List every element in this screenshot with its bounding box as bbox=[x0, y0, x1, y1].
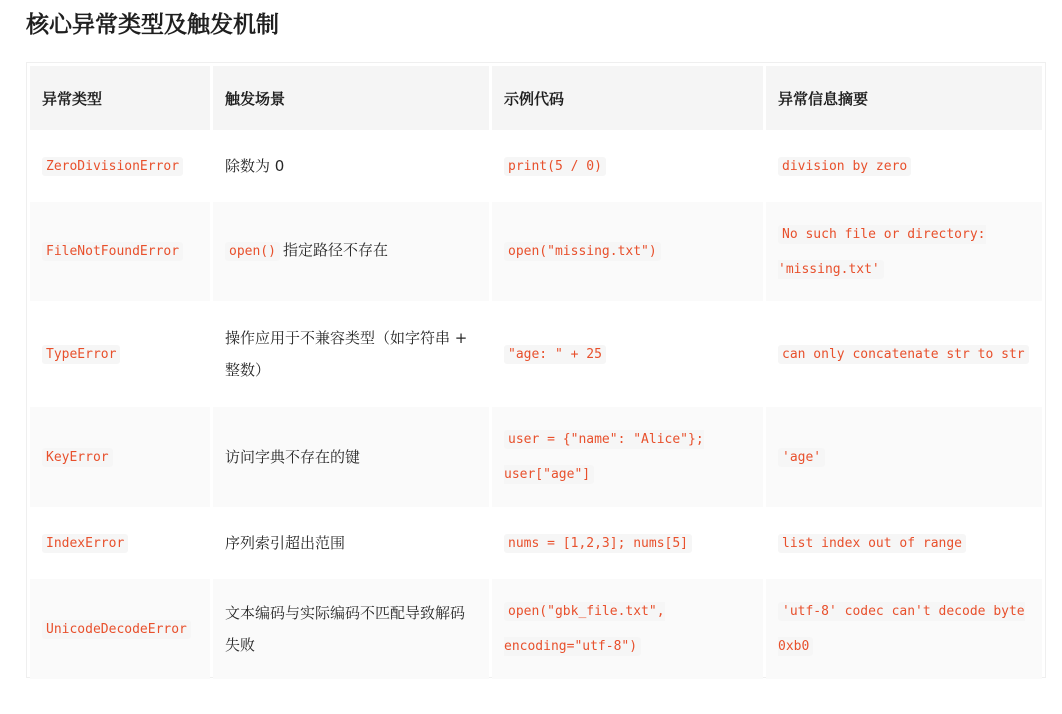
cell-example-code bbox=[492, 579, 763, 679]
cell-example-code bbox=[492, 202, 763, 301]
cell-trigger-scene bbox=[213, 304, 489, 404]
exception-type-code: UnicodeDecodeError bbox=[42, 620, 191, 639]
page-title: 核心异常类型及触发机制 bbox=[26, 12, 279, 38]
cell-exception-type bbox=[30, 133, 210, 199]
cell-message-summary bbox=[766, 133, 1042, 199]
table-row bbox=[30, 579, 1042, 679]
message-code: No such file or directory: 'missing.txt' bbox=[778, 226, 986, 277]
header-exception-type: 异常类型 bbox=[30, 66, 210, 130]
scene-inline-code: open() bbox=[225, 242, 280, 261]
cell-exception-type bbox=[30, 202, 210, 301]
table-row bbox=[30, 202, 1042, 301]
table-row bbox=[30, 133, 1042, 199]
cell-trigger-scene bbox=[213, 202, 489, 301]
cell-exception-type bbox=[30, 510, 210, 576]
example-code: nums = [1,2,3]; nums[5] bbox=[504, 534, 692, 553]
table-row bbox=[30, 407, 1042, 507]
cell-trigger-scene bbox=[213, 407, 489, 507]
scene-text: 指定路径不存在 bbox=[282, 241, 388, 259]
cell-message-summary bbox=[766, 579, 1042, 679]
message-code: division by zero bbox=[778, 157, 911, 176]
cell-trigger-scene bbox=[213, 510, 489, 576]
exception-type-code: ZeroDivisionError bbox=[42, 157, 183, 176]
header-message-summary: 异常信息摘要 bbox=[766, 66, 1042, 130]
exception-type-code: TypeError bbox=[42, 345, 120, 364]
example-code: open("missing.txt") bbox=[504, 242, 661, 261]
cell-message-summary bbox=[766, 510, 1042, 576]
message-code: list index out of range bbox=[778, 534, 966, 553]
cell-message-summary bbox=[766, 202, 1042, 301]
exception-table-container bbox=[26, 62, 1046, 678]
exception-type-code: FileNotFoundError bbox=[42, 242, 183, 261]
message-code: 'age' bbox=[778, 448, 825, 467]
cell-example-code bbox=[492, 133, 763, 199]
scene-text: 访问字典不存在的键 bbox=[225, 448, 361, 466]
scene-text: 序列索引超出范围 bbox=[225, 534, 346, 552]
message-code: can only concatenate str to str bbox=[778, 345, 1029, 364]
table-row bbox=[30, 510, 1042, 576]
cell-example-code bbox=[492, 510, 763, 576]
cell-trigger-scene bbox=[213, 579, 489, 679]
cell-exception-type bbox=[30, 407, 210, 507]
example-code: print(5 / 0) bbox=[504, 157, 606, 176]
cell-example-code bbox=[492, 407, 763, 507]
table-header-row bbox=[30, 66, 1042, 130]
cell-trigger-scene bbox=[213, 133, 489, 199]
cell-example-code bbox=[492, 304, 763, 404]
cell-exception-type bbox=[30, 579, 210, 679]
table-row bbox=[30, 304, 1042, 404]
exception-type-code: KeyError bbox=[42, 448, 113, 467]
exception-type-code: IndexError bbox=[42, 534, 128, 553]
example-code: open("gbk_file.txt", encoding="utf-8") bbox=[504, 604, 665, 654]
cell-message-summary bbox=[766, 407, 1042, 507]
header-example-code: 示例代码 bbox=[492, 66, 763, 130]
example-code: user = {"name": "Alice"}; user["age"] bbox=[504, 432, 704, 482]
example-code: "age: " + 25 bbox=[504, 345, 606, 364]
scene-text: 操作应用于不兼容类型（如字符串 + 整数） bbox=[225, 329, 468, 379]
header-trigger-scene: 触发场景 bbox=[213, 66, 489, 130]
scene-text: 文本编码与实际编码不匹配导致解码失败 bbox=[225, 604, 466, 654]
message-code: 'utf-8' codec can't decode byte 0xb0 bbox=[778, 604, 1025, 654]
scene-text: 除数为 0 bbox=[225, 157, 285, 175]
cell-exception-type bbox=[30, 304, 210, 404]
cell-message-summary bbox=[766, 304, 1042, 404]
exception-table bbox=[27, 63, 1045, 682]
